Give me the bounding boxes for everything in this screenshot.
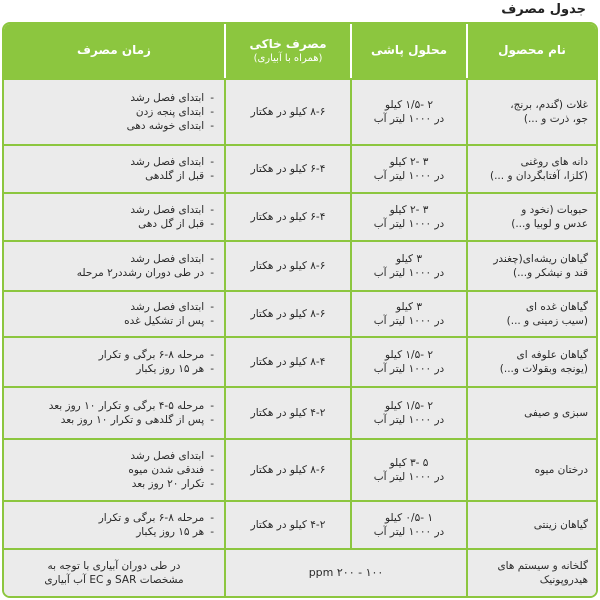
solution-dose-line: ۳ کیلو — [395, 300, 423, 313]
solution-dose-line: در ۱۰۰۰ لیتر آب — [373, 267, 445, 279]
crop-name — [466, 440, 596, 500]
usage-time-item: - ابتدای فصل رشد — [12, 449, 214, 463]
solution-dose — [350, 292, 466, 336]
usage-time-list — [12, 511, 214, 539]
usage-time — [4, 338, 224, 386]
crop-name-line: گلخانه و سیستم های — [497, 559, 588, 572]
solution-dose-line: در ۱۰۰۰ لیتر آب — [373, 414, 445, 426]
usage-time — [4, 440, 224, 500]
table-header — [4, 24, 596, 78]
soil-dose: ۸-۶ کیلو در هکتار — [224, 242, 350, 290]
table-row — [4, 144, 596, 192]
table-row — [4, 500, 596, 548]
solution-dose — [350, 80, 466, 144]
table-row — [4, 438, 596, 500]
usage-time — [4, 194, 224, 240]
soil-dose: ۴-۲ کیلو در هکتار — [224, 388, 350, 438]
usage-time-item: - در طی دوران رشددر۲ مرحله — [12, 266, 214, 280]
usage-time-item: - قبل از گل دهی — [12, 217, 214, 231]
usage-time-list — [12, 203, 214, 231]
soil-dose: ۸-۶ کیلو در هکتار — [224, 80, 350, 144]
header-soil — [224, 24, 350, 78]
usage-time-item: - ابتدای فصل رشد — [12, 91, 214, 105]
usage-time-item: - ابتدای فصل رشد — [12, 203, 214, 217]
usage-time-item: - پس از تشکیل غده — [12, 314, 214, 328]
usage-time-item: - هر ۱۵ روز یکبار — [12, 362, 214, 376]
soil-dose: ۴-۲ کیلو در هکتار — [224, 502, 350, 548]
crop-name — [466, 502, 596, 548]
usage-time-item: - ابتدای فصل رشد — [12, 155, 214, 169]
soil-dose: ۶-۴ کیلو در هکتار — [224, 194, 350, 240]
solution-dose-line: ۱ -۰/۵ کیلو — [385, 511, 434, 524]
crop-name — [466, 146, 596, 192]
solution-dose-line: در ۱۰۰۰ لیتر آب — [373, 170, 445, 182]
usage-time-item: - ابتدای فصل رشد — [12, 300, 214, 314]
solution-dose-line: در ۱۰۰۰ لیتر آب — [373, 315, 445, 327]
usage-time-item: - فندقی شدن میوه — [12, 463, 214, 477]
crop-name — [466, 194, 596, 240]
solution-dose-line: ۳ کیلو — [395, 252, 423, 265]
usage-time — [4, 550, 224, 596]
usage-table — [2, 22, 598, 598]
crop-name-line: گیاهان غده ای — [525, 300, 588, 313]
usage-time-item: - ابتدای خوشه دهی — [12, 119, 214, 133]
soil-dose: ۶-۴ کیلو در هکتار — [224, 146, 350, 192]
soil-dose: ۸-۶ کیلو در هکتار — [224, 440, 350, 500]
solution-dose — [350, 194, 466, 240]
usage-time-list — [12, 449, 214, 492]
crop-name — [466, 80, 596, 144]
crop-name-line: عدس و لوبیا و...) — [511, 218, 588, 230]
crop-name — [466, 550, 596, 596]
usage-time-list — [12, 348, 214, 376]
usage-time — [4, 80, 224, 144]
solution-dose-line: ۲ -۱/۵ کیلو — [385, 348, 434, 361]
crop-name-line: (کلزا، آفتابگردان و ...) — [490, 170, 588, 182]
usage-time-item: - مرحله ۸-۶ برگی و تکرار — [12, 511, 214, 525]
usage-time-list — [12, 300, 214, 328]
usage-time-item: - مرحله ۸-۶ برگی و تکرار — [12, 348, 214, 362]
crop-name-line: قند و نیشکر و...) — [512, 267, 588, 279]
crop-name — [466, 388, 596, 438]
solution-dose-line: ۳ -۲ کیلو — [389, 155, 429, 168]
crop-name — [466, 292, 596, 336]
solution-dose-line: در ۱۰۰۰ لیتر آب — [373, 113, 445, 125]
header-soil-label: مصرف خاکی — [249, 36, 327, 51]
solution-dose — [350, 338, 466, 386]
crop-name-line: گیاهان علوفه ای — [516, 348, 588, 361]
solution-dose-line: در ۱۰۰۰ لیتر آب — [373, 471, 445, 483]
usage-time-item: - مرحله ۵-۴ برگی و تکرار ۱۰ روز بعد — [12, 399, 214, 413]
header-soil-sub: (همراه با آبیاری) — [253, 53, 323, 65]
usage-time-item: - پس از گلدهی و تکرار ۱۰ روز بعد — [12, 413, 214, 427]
crop-name-line: (سیب زمینی و ...) — [506, 315, 588, 327]
header-solution: محلول پاشی — [350, 24, 466, 78]
dose-merged: ۱۰۰ - ۲۰۰ ppm — [224, 550, 466, 596]
crop-name-line: هیدروپونیک — [539, 574, 588, 586]
solution-dose-line: ۵ -۳ کیلو — [389, 456, 429, 469]
usage-time-line: در طی دوران آبیاری با توجه به — [47, 559, 181, 572]
usage-time-item: - هر ۱۵ روز یکبار — [12, 525, 214, 539]
crop-name-line: گیاهان زینتی — [533, 518, 588, 531]
usage-time-item: - تکرار ۲۰ روز بعد — [12, 477, 214, 491]
usage-time — [4, 146, 224, 192]
crop-name-line: درختان میوه — [534, 463, 588, 476]
usage-time — [4, 292, 224, 336]
usage-time-line: مشخصات SAR و EC آب آبیاری — [44, 574, 184, 586]
crop-name-line: جو، ذرت و ...) — [523, 113, 588, 125]
solution-dose-line: ۲ -۱/۵ کیلو — [385, 399, 434, 412]
crop-name-line: سبزی و صیفی — [524, 406, 588, 419]
usage-time — [4, 388, 224, 438]
usage-time-list — [12, 91, 214, 134]
table-row — [4, 336, 596, 386]
usage-time — [4, 502, 224, 548]
soil-dose: ۸-۴ کیلو در هکتار — [224, 338, 350, 386]
solution-dose-line: در ۱۰۰۰ لیتر آب — [373, 526, 445, 538]
solution-dose-line: ۲ -۱/۵ کیلو — [385, 98, 434, 111]
table-row — [4, 240, 596, 290]
crop-name-line: (یونجه وبقولات و...) — [499, 363, 588, 375]
table-row — [4, 386, 596, 438]
usage-time-item: - ابتدای فصل رشد — [12, 252, 214, 266]
solution-dose — [350, 388, 466, 438]
crop-name — [466, 338, 596, 386]
solution-dose — [350, 146, 466, 192]
solution-dose — [350, 440, 466, 500]
crop-name-line: غلات (گندم، برنج، — [510, 98, 588, 111]
solution-dose — [350, 242, 466, 290]
usage-time-list — [12, 155, 214, 183]
solution-dose-line: در ۱۰۰۰ لیتر آب — [373, 218, 445, 230]
solution-dose-line: در ۱۰۰۰ لیتر آب — [373, 363, 445, 375]
table-row — [4, 290, 596, 336]
usage-time-item: - قبل از گلدهی — [12, 169, 214, 183]
soil-dose: ۸-۶ کیلو در هکتار — [224, 292, 350, 336]
crop-name — [466, 242, 596, 290]
crop-name-line: حبوبات (نخود و — [521, 203, 588, 216]
solution-dose-line: ۳ -۲ کیلو — [389, 203, 429, 216]
table-row — [4, 192, 596, 240]
crop-name-line: گیاهان ریشه‌ای(چغندر — [493, 252, 588, 265]
header-crop: نام محصول — [466, 24, 596, 78]
header-time: زمان مصرف — [77, 43, 151, 58]
usage-time-item: - ابتدای پنجه زدن — [12, 105, 214, 119]
table-row — [4, 78, 596, 144]
usage-time-list — [12, 399, 214, 427]
table-row — [4, 548, 596, 596]
usage-time-list — [12, 252, 214, 280]
crop-name-line: دانه های روغنی — [520, 155, 588, 168]
page-title: جدول مصرف — [501, 2, 586, 17]
usage-time — [4, 242, 224, 290]
solution-dose — [350, 502, 466, 548]
